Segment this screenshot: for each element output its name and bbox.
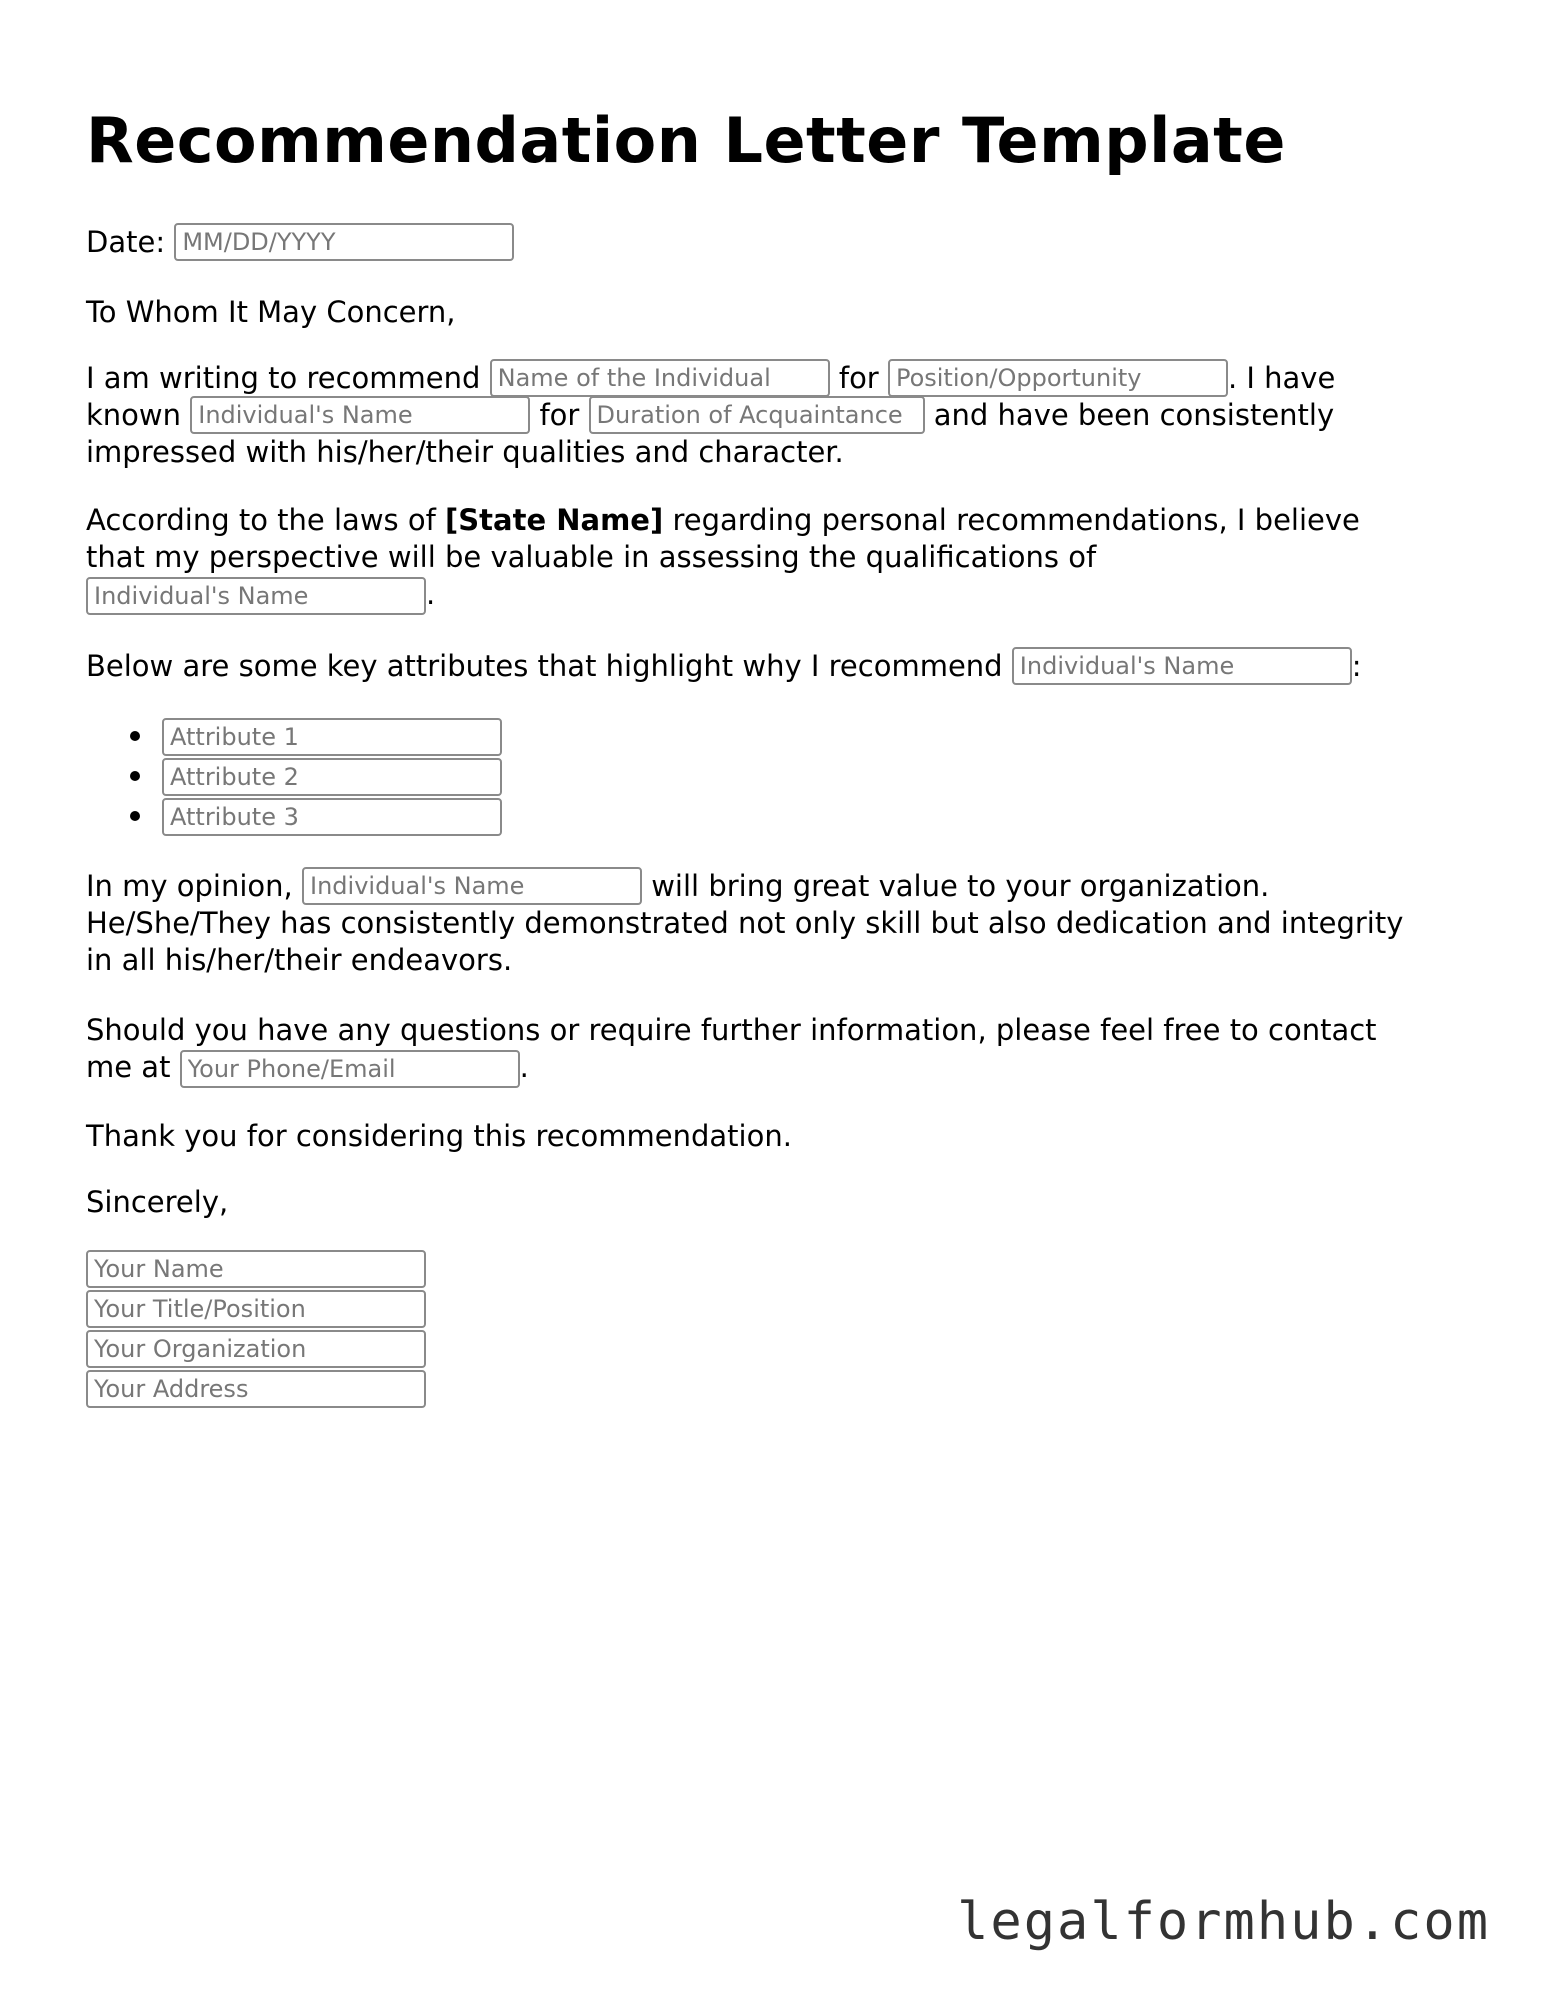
individual-name-field[interactable] <box>1012 647 1352 685</box>
opinion-paragraph <box>86 868 1466 979</box>
greeting: To Whom It May Concern, <box>86 295 456 329</box>
signature-block <box>86 1250 426 1410</box>
state-text-2: regarding personal recommendations, I believe <box>672 503 1360 537</box>
attribute-2-field[interactable] <box>162 758 502 796</box>
list-item <box>86 758 502 798</box>
attribute-3-field[interactable] <box>162 798 502 836</box>
individual-name-field[interactable] <box>302 867 642 905</box>
contact-text-3: . <box>519 1050 529 1084</box>
brand-watermark: legalformhub.com <box>957 1892 1490 1952</box>
intro-paragraph <box>86 360 1466 471</box>
intro-text-2: for <box>838 361 879 395</box>
attribute-1-field[interactable] <box>162 718 502 756</box>
opinion-text-3: He/She/They has consistently demonstrated not only skill but also dedication and integrity <box>86 906 1404 940</box>
list-item <box>86 798 502 838</box>
list-item <box>86 718 502 758</box>
state-text-4: . <box>426 577 436 611</box>
state-text-3: that my perspective will be valuable in assessing the qualifications of <box>86 540 1097 574</box>
bullet-icon <box>130 731 140 741</box>
date-field[interactable] <box>174 223 514 261</box>
intro-text-6: and have been consistently <box>933 398 1335 432</box>
contact-text-1: Should you have any questions or require further information, please feel free to contact <box>86 1013 1377 1047</box>
duration-field[interactable] <box>589 396 925 434</box>
attributes-intro <box>86 648 1466 685</box>
opinion-text-2: will bring great value to your organization. <box>651 869 1270 903</box>
state-text-1: According to the laws of <box>86 503 436 537</box>
individual-name-field[interactable] <box>490 359 830 397</box>
intro-text-1: I am writing to recommend <box>86 361 481 395</box>
individual-name-field[interactable] <box>86 577 426 615</box>
contact-paragraph <box>86 1012 1466 1086</box>
attributes-intro-text: Below are some key attributes that highlight why I recommend <box>86 649 1003 683</box>
thanks-line: Thank you for considering this recommendation. <box>86 1119 792 1153</box>
date-label: Date: <box>86 225 166 259</box>
bullet-icon <box>130 811 140 821</box>
intro-text-3: . I have <box>1227 361 1336 395</box>
opinion-text-1: In my opinion, <box>86 869 293 903</box>
attributes-list <box>86 718 502 838</box>
intro-text-4: known <box>86 398 182 432</box>
contact-text-2: me at <box>86 1050 171 1084</box>
your-name-field[interactable] <box>86 1250 426 1288</box>
intro-text-7: impressed with his/her/their qualities and character. <box>86 435 844 469</box>
closing-line: Sincerely, <box>86 1185 229 1219</box>
opinion-text-4: in all his/her/their endeavors. <box>86 943 513 977</box>
state-paragraph <box>86 502 1466 613</box>
attributes-intro-colon: : <box>1351 649 1362 683</box>
intro-text-5: for <box>539 398 580 432</box>
your-title-field[interactable] <box>86 1290 426 1328</box>
contact-field[interactable] <box>180 1050 520 1088</box>
state-name-placeholder: [State Name] <box>445 503 664 537</box>
date-row <box>86 224 1466 261</box>
your-organization-field[interactable] <box>86 1330 426 1368</box>
position-field[interactable] <box>888 359 1228 397</box>
bullet-icon <box>130 771 140 781</box>
individual-name-field[interactable] <box>190 396 530 434</box>
page-title: Recommendation Letter Template <box>86 104 1286 177</box>
your-address-field[interactable] <box>86 1370 426 1408</box>
